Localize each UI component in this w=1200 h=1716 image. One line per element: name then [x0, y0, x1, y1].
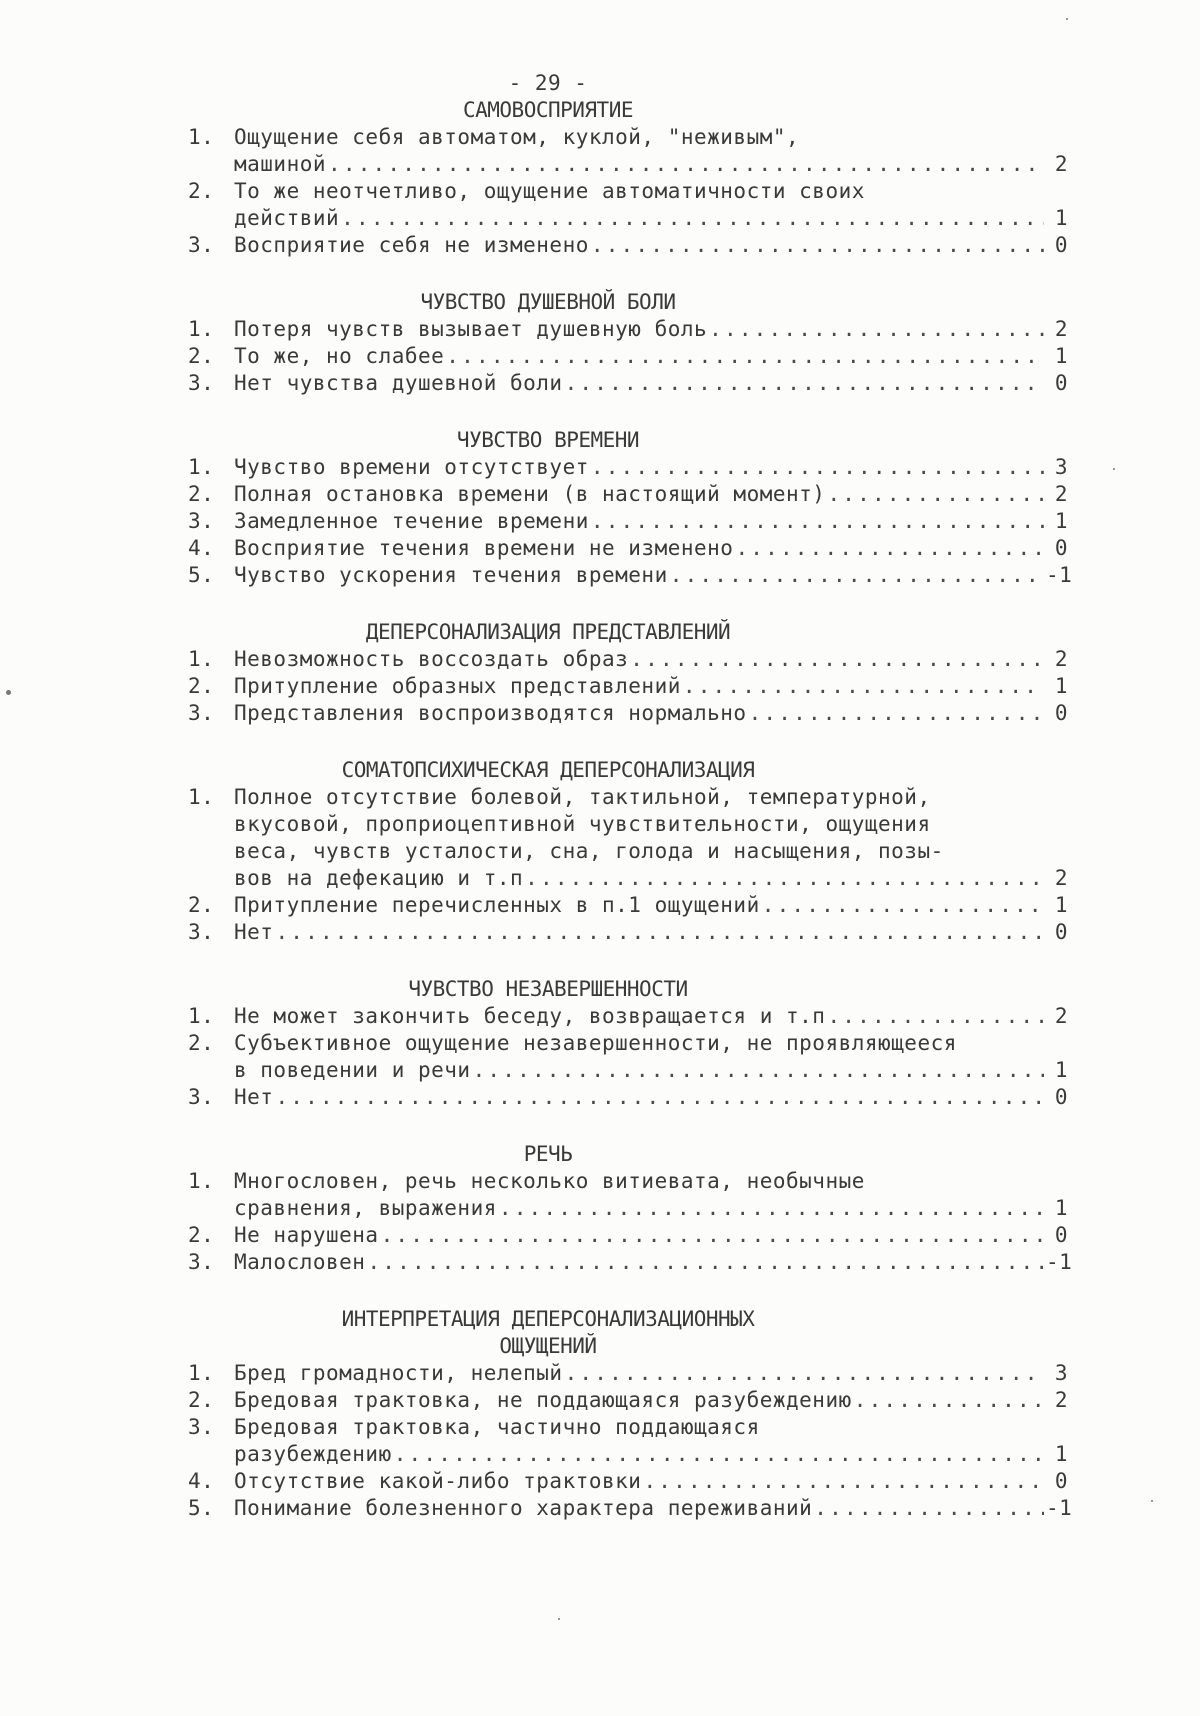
- item-text: Представления воспроизводятся нормально: [234, 701, 747, 725]
- dot-leader: [565, 370, 1044, 397]
- scale-item: [188, 1003, 1068, 1030]
- item-score: 2: [1054, 647, 1068, 671]
- scale-item: [188, 700, 1068, 727]
- dot-leader: [381, 1222, 1044, 1249]
- item-number: 1.: [188, 785, 215, 809]
- item-score: 0: [1054, 371, 1068, 395]
- item-number: 2.: [188, 1223, 215, 1247]
- section: [188, 427, 1073, 589]
- item-score: 2: [1054, 866, 1068, 890]
- section: [188, 97, 1068, 259]
- dot-leader: [591, 232, 1044, 259]
- dot-leader: [854, 1387, 1044, 1414]
- item-number: 1.: [188, 647, 215, 671]
- page-number: - 29 -: [508, 71, 588, 95]
- item-score: 1: [1054, 674, 1068, 698]
- scale-item: [188, 343, 1068, 370]
- item-number: 1.: [188, 1361, 215, 1385]
- item-number: 2.: [188, 893, 215, 917]
- item-number: 1.: [188, 455, 215, 479]
- section: [188, 619, 1068, 727]
- item-text: Чувство времени отсутствует: [234, 455, 589, 479]
- item-score: 0: [1054, 233, 1068, 257]
- item-score: 2: [1054, 482, 1068, 506]
- dot-leader: [446, 343, 1044, 370]
- item-score: 0: [1054, 701, 1068, 725]
- item-score: 0: [1054, 1085, 1068, 1109]
- item-score: -1: [1046, 563, 1073, 587]
- dot-leader: [275, 919, 1044, 946]
- item-text: веса, чувств усталости, сна, голода и насыщения, позы-: [234, 839, 944, 863]
- scale-item: [188, 316, 1068, 343]
- document-page: [188, 70, 1073, 1552]
- item-text: Понимание болезненного характера переживаний: [234, 1496, 813, 1520]
- item-number: 1.: [188, 317, 215, 341]
- section: [188, 289, 1068, 397]
- dot-leader: [827, 1003, 1044, 1030]
- dot-leader: [749, 700, 1044, 727]
- item-text: Не нарушена: [234, 1223, 379, 1247]
- scale-item: [188, 919, 1068, 946]
- scale-item: [188, 454, 1068, 481]
- scale-item: [188, 892, 1068, 919]
- scale-item: [188, 1468, 1068, 1495]
- section-title: РЕЧЬ: [523, 1142, 573, 1166]
- item-number: 3.: [188, 371, 215, 395]
- item-score: 2: [1054, 317, 1068, 341]
- item-text: Невозможность воссоздать образ: [234, 647, 629, 671]
- item-number: 2.: [188, 1031, 215, 1055]
- item-text: Полное отсутствие болевой, тактильной, температурной,: [234, 785, 931, 809]
- item-number: 3.: [188, 1250, 215, 1274]
- scan-speck: [6, 690, 11, 695]
- item-number: 3.: [188, 509, 215, 533]
- scale-item: [188, 232, 1068, 259]
- scale-item: [188, 370, 1068, 397]
- scale-item: [188, 562, 1073, 589]
- item-text: То же, но слабее: [234, 344, 445, 368]
- dot-leader: [709, 316, 1044, 343]
- item-score: 2: [1054, 1004, 1068, 1028]
- section-title: ЧУВСТВО ДУШЕВНОЙ БОЛИ: [420, 290, 676, 314]
- item-number: 1.: [188, 1169, 215, 1193]
- item-text: Субъективное ощущение незавершенности, не проявляющееся: [234, 1031, 957, 1055]
- item-score: 1: [1054, 1058, 1068, 1082]
- item-text: Бредовая трактовка, не поддающаяся разубеждению: [234, 1388, 852, 1412]
- section-title: ИНТЕРПРЕТАЦИЯ ДЕПЕРСОНАЛИЗАЦИОННЫХ ОЩУЩЕНИЙ: [341, 1307, 755, 1358]
- scale-item: [188, 481, 1068, 508]
- item-number: 4.: [188, 1469, 215, 1493]
- scale-item: [188, 1387, 1068, 1414]
- item-text: Нет: [234, 920, 274, 944]
- item-text: Чувство ускорения течения времени: [234, 563, 668, 587]
- item-number: 4.: [188, 536, 215, 560]
- dot-leader: [630, 646, 1044, 673]
- item-text: Потеря чувств вызывает душевную боль: [234, 317, 708, 341]
- dot-leader: [591, 454, 1044, 481]
- scale-item: [188, 1168, 1068, 1222]
- dot-leader: [473, 1057, 1044, 1084]
- section: [188, 757, 1068, 946]
- item-text: Отсутствие какой-либо трактовки: [234, 1469, 642, 1493]
- item-text: Полная остановка времени (в настоящий момент): [234, 482, 826, 506]
- dot-leader: [328, 151, 1044, 178]
- item-score: 2: [1054, 152, 1068, 176]
- scale-item: [188, 124, 1068, 178]
- section-title: СОМАТОПСИХИЧЕСКАЯ ДЕПЕРСОНАЛИЗАЦИЯ: [341, 758, 755, 782]
- item-score: 1: [1054, 206, 1068, 230]
- scale-item: [188, 646, 1068, 673]
- scale-item: [188, 535, 1068, 562]
- item-text: Восприятие себя не изменено: [234, 233, 589, 257]
- item-score: 1: [1054, 893, 1068, 917]
- dot-leader: [643, 1468, 1044, 1495]
- item-score: 3: [1054, 455, 1068, 479]
- item-text: Замедленное течение времени: [234, 509, 589, 533]
- dot-leader: [683, 673, 1044, 700]
- item-text: Притупление перечисленных в п.1 ощущений: [234, 893, 760, 917]
- scale-item: [188, 673, 1068, 700]
- item-number: 3.: [188, 701, 215, 725]
- item-score: 0: [1054, 536, 1068, 560]
- dot-leader: [275, 1084, 1044, 1111]
- item-text: Не может закончить беседу, возвращается и т.п: [234, 1004, 826, 1028]
- dot-leader: [735, 535, 1044, 562]
- item-score: -1: [1046, 1250, 1073, 1274]
- item-number: 2.: [188, 482, 215, 506]
- scale-item: [188, 1222, 1068, 1249]
- item-text: Бред громадности, нелепый: [234, 1361, 563, 1385]
- section: [188, 1141, 1073, 1276]
- scale-item: [188, 784, 1068, 892]
- scan-speck: [1151, 1500, 1153, 1502]
- section: [188, 1306, 1073, 1522]
- scan-speck: [1066, 18, 1068, 20]
- item-number: 5.: [188, 563, 215, 587]
- scale-item: [188, 1414, 1068, 1468]
- item-score: -1: [1046, 1496, 1073, 1520]
- item-text: Бредовая трактовка, частично поддающаяся: [234, 1415, 760, 1439]
- dot-leader: [814, 1495, 1044, 1522]
- item-number: 3.: [188, 1415, 215, 1439]
- item-score: 2: [1054, 1388, 1068, 1412]
- dot-leader: [591, 508, 1044, 535]
- item-text: машиной: [234, 152, 327, 176]
- item-text: То же неотчетливо, ощущение автоматичности своих: [234, 179, 865, 203]
- dot-leader: [670, 562, 1044, 589]
- item-text: сравнения, выражения: [234, 1196, 497, 1220]
- item-score: 0: [1054, 920, 1068, 944]
- section: [188, 976, 1068, 1111]
- item-number: 3.: [188, 920, 215, 944]
- item-number: 3.: [188, 233, 215, 257]
- item-text: Многословен, речь несколько витиевата, необычные: [234, 1169, 865, 1193]
- item-number: 2.: [188, 1388, 215, 1412]
- item-text: в поведении и речи: [234, 1058, 471, 1082]
- dot-leader: [827, 481, 1044, 508]
- item-score: 1: [1054, 1442, 1068, 1466]
- scale-item: [188, 178, 1068, 232]
- item-number: 3.: [188, 1085, 215, 1109]
- item-text: вкусовой, проприоцептивной чувствительности, ощущения: [234, 812, 931, 836]
- item-text: Нет чувства душевной боли: [234, 371, 563, 395]
- dot-leader: [499, 1195, 1044, 1222]
- scan-speck: [1113, 468, 1115, 470]
- item-text: действий: [234, 206, 340, 230]
- dot-leader: [367, 1249, 1044, 1276]
- item-text: Ощущение себя автоматом, куклой, "неживым",: [234, 125, 800, 149]
- scale-item: [188, 1249, 1073, 1276]
- item-number: 2.: [188, 674, 215, 698]
- item-text: вов на дефекацию и т.п: [234, 866, 524, 890]
- dot-leader: [525, 865, 1044, 892]
- dot-leader: [394, 1441, 1044, 1468]
- section-title: САМОВОСПРИЯТИЕ: [462, 98, 633, 122]
- item-number: 1.: [188, 125, 215, 149]
- item-score: 1: [1054, 1196, 1068, 1220]
- item-number: 1.: [188, 1004, 215, 1028]
- item-number: 2.: [188, 344, 215, 368]
- scan-speck: [558, 1618, 560, 1620]
- questionnaire-sections: [188, 97, 1073, 1522]
- item-text: Нет: [234, 1085, 274, 1109]
- dot-leader: [341, 205, 1044, 232]
- scale-item: [188, 1030, 1068, 1084]
- scale-item: [188, 1495, 1073, 1522]
- scale-item: [188, 1360, 1068, 1387]
- section-title: ЧУВСТВО НЕЗАВЕРШЕННОСТИ: [408, 977, 688, 1001]
- item-text: Восприятие течения времени не изменено: [234, 536, 734, 560]
- section-title: ДЕПЕРСОНАЛИЗАЦИЯ ПРЕДСТАВЛЕНИЙ: [365, 620, 731, 644]
- item-text: разубеждению: [234, 1442, 392, 1466]
- item-score: 0: [1054, 1469, 1068, 1493]
- item-number: 5.: [188, 1496, 215, 1520]
- item-text: Малословен: [234, 1250, 366, 1274]
- dot-leader: [565, 1360, 1044, 1387]
- item-number: 2.: [188, 179, 215, 203]
- scale-item: [188, 508, 1068, 535]
- item-score: 1: [1054, 509, 1068, 533]
- dot-leader: [762, 892, 1044, 919]
- scale-item: [188, 1084, 1068, 1111]
- item-score: 3: [1054, 1361, 1068, 1385]
- item-score: 1: [1054, 344, 1068, 368]
- section-title: ЧУВСТВО ВРЕМЕНИ: [456, 428, 640, 452]
- item-score: 0: [1054, 1223, 1068, 1247]
- item-text: Притупление образных представлений: [234, 674, 681, 698]
